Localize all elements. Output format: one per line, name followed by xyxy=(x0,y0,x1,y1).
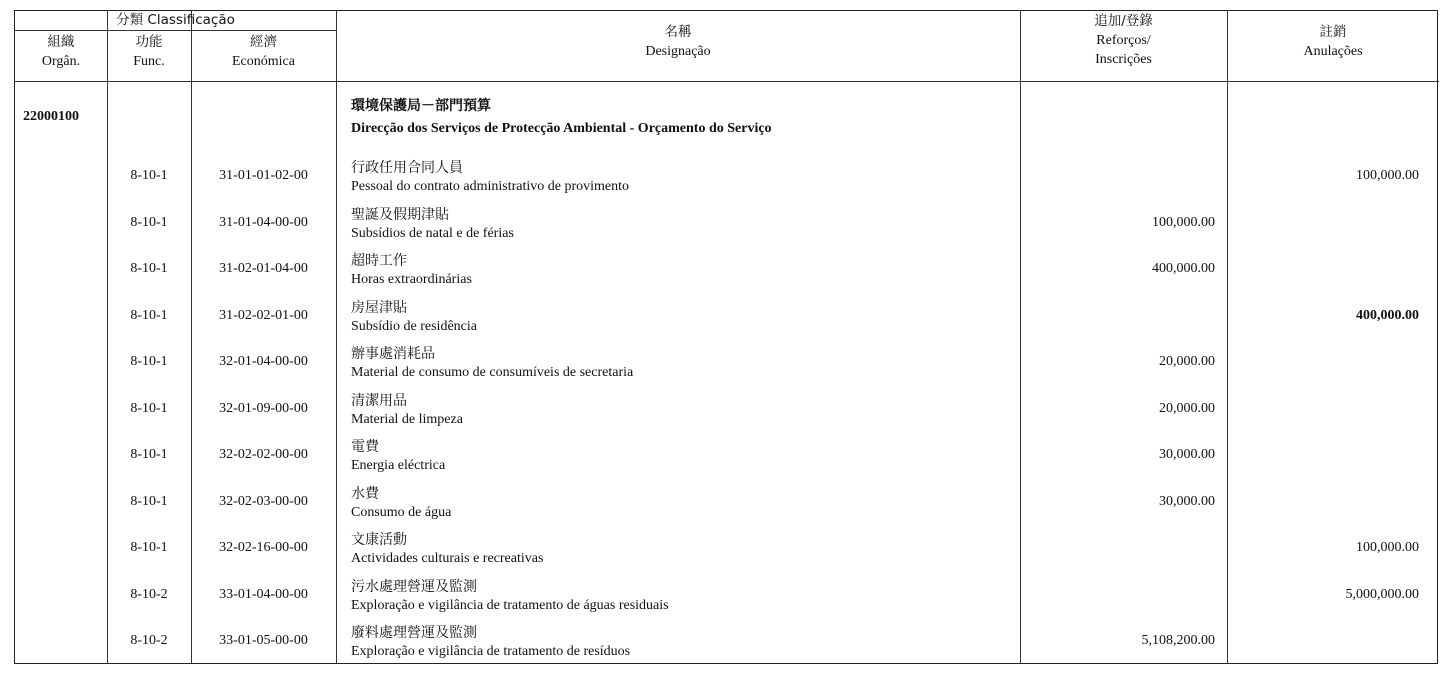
econ-code: 32-01-09-00-00 xyxy=(219,400,308,416)
designation-zh: 聖誕及假期津貼 xyxy=(351,206,449,223)
anulacao-amount: 5,000,000.00 xyxy=(1345,586,1419,602)
funcional-header xyxy=(107,33,191,71)
table-row xyxy=(15,621,1439,667)
header-bottom-line xyxy=(15,81,1439,82)
econ-code: 31-02-02-01-00 xyxy=(219,307,308,323)
designation-zh: 清潔用品 xyxy=(351,392,407,409)
designation-zh: 電費 xyxy=(351,439,379,455)
designation-zh: 辦事處消耗品 xyxy=(351,346,435,362)
organ-code: 22000100 xyxy=(23,109,79,124)
func-code: 8-10-2 xyxy=(130,633,168,648)
designacao-header xyxy=(336,23,1020,61)
organ-title-zh: 環境保護局－部門預算 xyxy=(351,98,491,114)
designation-zh: 廢料處理營運及監測 xyxy=(351,625,477,641)
designation-zh: 房屋津貼 xyxy=(351,299,407,316)
reforcos-header xyxy=(1020,12,1227,69)
anulacao-amount: 400,000.00 xyxy=(1356,307,1419,323)
reforco-amount: 5,108,200.00 xyxy=(1141,633,1215,648)
reforco-amount: 20,000.00 xyxy=(1159,400,1215,416)
designation-zh: 水費 xyxy=(351,485,379,502)
reforcos-label-zh: 追加/登錄 xyxy=(1094,13,1153,29)
designation-pt: Subsídios de natal e de férias xyxy=(351,225,514,241)
designation-zh: 超時工作 xyxy=(351,253,407,269)
table-row xyxy=(15,156,1439,202)
table-row xyxy=(15,435,1439,481)
func-code: 8-10-1 xyxy=(130,400,168,416)
header-divider xyxy=(15,30,336,31)
organica-label-zh: 組織 xyxy=(47,34,75,50)
reforco-amount: 20,000.00 xyxy=(1159,354,1215,369)
designation-pt: Material de limpeza xyxy=(351,411,463,427)
organ-title-pt: Direcção dos Serviços de Protecção Ambiental - Orçamento do Serviço xyxy=(351,121,772,136)
designation-pt: Exploração e vigilância de tratamento de resíduos xyxy=(351,644,631,659)
designation-zh: 文康活動 xyxy=(351,532,407,548)
designation-pt: Pessoal do contrato administrativo de provimento xyxy=(351,179,630,194)
funcional-label-zh: 功能 xyxy=(135,34,163,50)
reforco-amount: 30,000.00 xyxy=(1159,493,1215,509)
designation-pt: Consumo de água xyxy=(351,504,452,520)
anulacao-amount: 100,000.00 xyxy=(1356,168,1419,183)
inscricoes-label-pt: Inscrições xyxy=(1095,52,1152,67)
anulacoes-label-zh: 註銷 xyxy=(1319,24,1347,40)
func-code: 8-10-1 xyxy=(130,261,168,276)
func-code: 8-10-1 xyxy=(130,168,168,183)
table-row xyxy=(15,528,1439,574)
designation-pt: Horas extraordinárias xyxy=(351,272,472,287)
func-code: 8-10-2 xyxy=(130,586,168,602)
econ-code: 33-01-05-00-00 xyxy=(219,633,308,648)
table-row xyxy=(15,389,1439,435)
designation-zh: 行政任用合同人員 xyxy=(351,160,463,176)
func-code: 8-10-1 xyxy=(130,307,168,323)
econ-code: 32-02-02-00-00 xyxy=(219,447,308,462)
reforco-amount: 400,000.00 xyxy=(1152,261,1215,276)
table-row xyxy=(15,342,1439,388)
reforco-amount: 100,000.00 xyxy=(1152,214,1215,230)
economica-label-pt: Económica xyxy=(232,54,295,69)
designacao-label-zh: 名稱 xyxy=(664,24,692,40)
func-code: 8-10-1 xyxy=(130,354,168,369)
classificacao-header xyxy=(15,11,336,30)
econ-code: 32-01-04-00-00 xyxy=(219,354,308,369)
econ-code: 31-01-04-00-00 xyxy=(219,214,308,230)
funcional-label-pt: Func. xyxy=(133,54,165,69)
table-row xyxy=(15,575,1439,621)
func-code: 8-10-1 xyxy=(130,493,168,509)
designation-pt: Material de consumo de consumíveis de secretaria xyxy=(351,365,634,380)
table-row xyxy=(15,482,1439,528)
anulacao-amount: 100,000.00 xyxy=(1356,540,1419,555)
designation-zh: 污水處理營運及監測 xyxy=(351,578,477,595)
func-code: 8-10-1 xyxy=(130,447,168,462)
func-code: 8-10-1 xyxy=(130,214,168,230)
designation-pt: Actividades culturais e recreativas xyxy=(351,551,544,566)
econ-code: 33-01-04-00-00 xyxy=(219,586,308,602)
economica-label-zh: 經濟 xyxy=(250,34,277,50)
designation-pt: Subsídio de residência xyxy=(351,318,477,334)
designation-pt: Energia eléctrica xyxy=(351,458,446,473)
designation-pt: Exploração e vigilância de tratamento de águas residuais xyxy=(351,597,669,613)
economica-header xyxy=(191,33,336,71)
table-row xyxy=(15,203,1439,249)
designacao-label-pt: Designação xyxy=(645,44,711,59)
econ-code: 32-02-16-00-00 xyxy=(219,540,308,555)
classificacao-label: 分類 Classificação xyxy=(116,12,235,28)
reforco-amount: 30,000.00 xyxy=(1159,447,1215,462)
anulacoes-header xyxy=(1227,23,1439,61)
econ-code: 32-02-03-00-00 xyxy=(219,493,308,509)
table-row xyxy=(15,249,1439,295)
anulacoes-label-pt: Anulações xyxy=(1303,44,1363,59)
econ-code: 31-01-01-02-00 xyxy=(219,168,308,183)
func-code: 8-10-1 xyxy=(130,540,168,555)
reforcos-label-pt: Reforços/ xyxy=(1096,33,1151,48)
table-row xyxy=(15,296,1439,342)
econ-code: 31-02-01-04-00 xyxy=(219,261,308,276)
organica-label-pt: Orgân. xyxy=(41,54,81,69)
organica-header xyxy=(15,33,107,71)
budget-table xyxy=(14,10,1438,664)
